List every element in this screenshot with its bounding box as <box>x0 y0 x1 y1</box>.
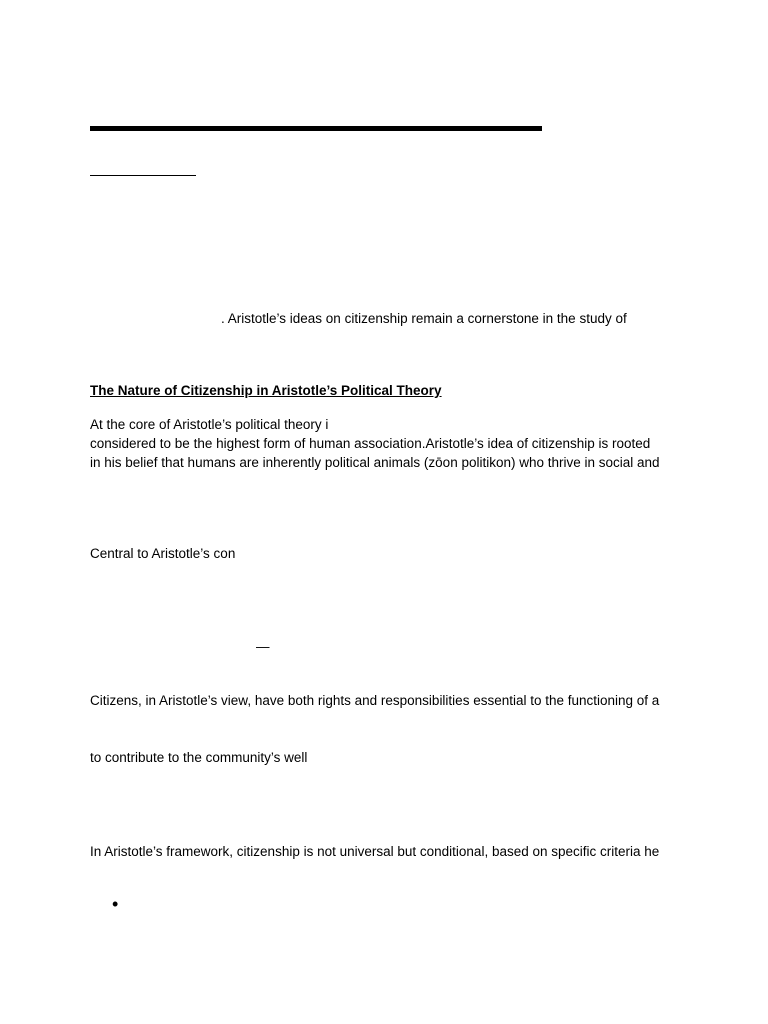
central-fragment: Central to Aristotle’s con <box>90 546 236 561</box>
subtitle-rule <box>90 175 196 176</box>
para2-line: Citizens, in Aristotle’s view, have both rights and responsibilities essential to the functioning of a <box>90 693 660 708</box>
para4-line: In Aristotle’s framework, citizenship is not universal but conditional, based on specific criteria he <box>90 844 660 859</box>
section-heading: The Nature of Citizenship in Aristotle’s Political Theory <box>90 383 442 398</box>
para3-line: to contribute to the community’s well <box>90 750 308 765</box>
em-dash: — <box>256 639 270 654</box>
intro-fragment: . Aristotle’s ideas on citizenship remain a cornerstone in the study of <box>221 311 627 326</box>
title-rule <box>90 126 542 131</box>
list-bullet: • <box>112 894 119 914</box>
para1-line3: in his belief that humans are inherently political animals (zōon politikon) who thrive in social and <box>90 455 660 470</box>
para1-line1: At the core of Aristotle’s political theory i <box>90 417 329 432</box>
para1-line2: considered to be the highest form of human association.Aristotle’s idea of citizenship is rooted <box>90 436 651 451</box>
